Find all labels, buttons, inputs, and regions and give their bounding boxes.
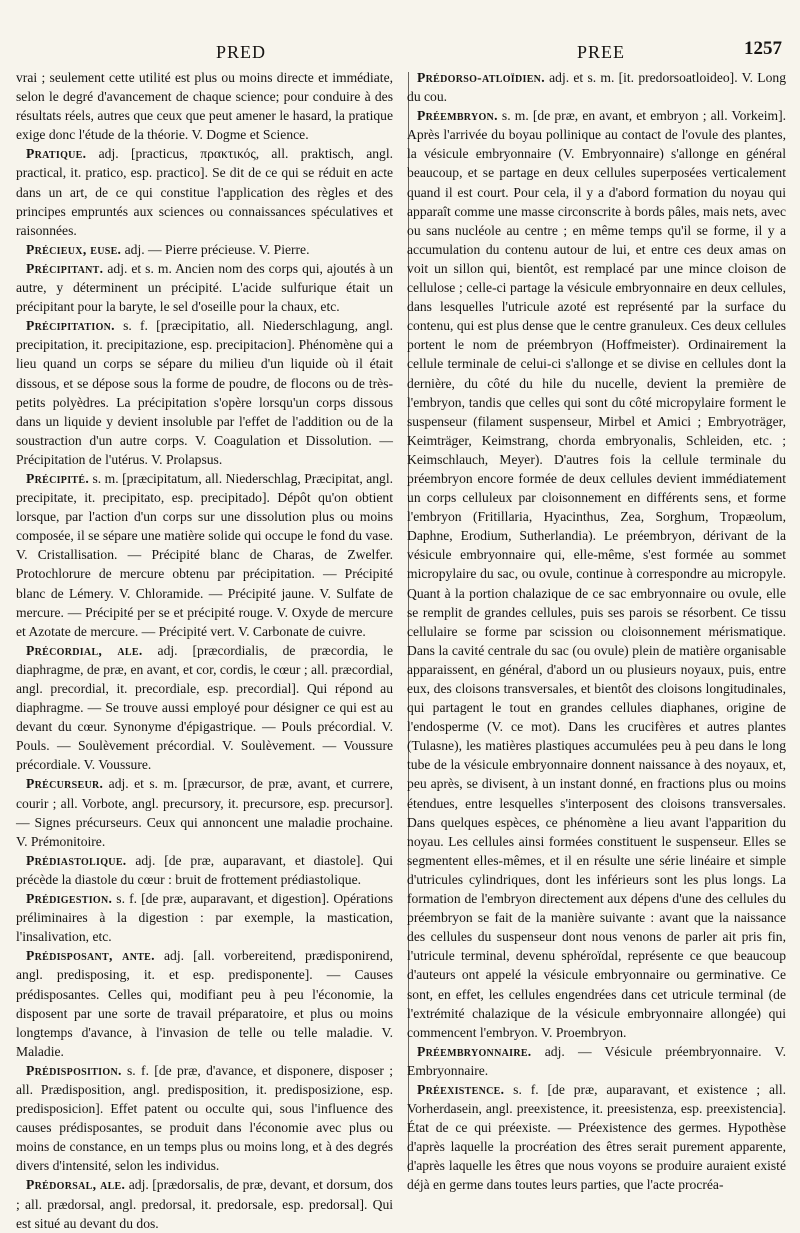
entry-text: s. f. [de præ, d'avance, et disponere, disposer ; all. Prædisposition, angl. predisposition, it. predisposizione, esp. predisposicion]. Effet patent ou occulte qui, sous l'influence des causes prédisposantes, se produit dans l'économie avec plus ou moins de constance, en un temps plus ou moins long, et à des degrés divers d'intensité, selon les individus.	[16, 1062, 394, 1174]
entry-text: s. f. [de præ, auparavant, et existence ; all. Vorherdasein, angl. preexistence, it. preesistenza, esp. preexistencia]. État de ce qui préexiste. — Préexistence des germes. Hypothèse d'après laquelle la procréation des êtres serait purement apparente, d'après laquelle les êtres que nous voyons se produire auraient existé déjà en germe dans toutes leurs parties, que l'acte procréa-	[407, 1081, 786, 1193]
dictionary-entry	[16, 259, 393, 316]
entry-text: adj. — Pierre précieuse. V. Pierre.	[121, 241, 310, 257]
entry-text: adj. [præcordialis, de præcordia, le diaphragme, de præ, en avant, et cor, cordis, le cœur ; all. præcordial, angl. precordial, it. precordiale, esp. precordial]. Qui répond au diaphragme. — Se trouve aussi employé pour désigner ce qui est au devant du cœur. Synonyme d'épigastrique. — Pouls précordial. V. Pouls. — Soulèvement précordial. V. Soulèvement. — Voussure précordiale. V. Voussure.	[16, 642, 394, 773]
entry-headword: Préembryon.	[417, 108, 498, 124]
entry-headword: Pratique.	[26, 146, 87, 162]
entry-headword: Précipitation.	[26, 318, 115, 334]
entry-headword: Précordial, ale.	[26, 642, 143, 658]
dictionary-entry	[16, 946, 393, 1061]
dictionary-entry	[16, 889, 393, 946]
entry-headword: Prédorsal, ale.	[26, 1177, 126, 1193]
dictionary-entry	[16, 144, 393, 239]
entry-text: s. f. [præcipitatio, all. Niederschlagung, angl. precipitation, it. precipitazione, esp. precipitacion]. Phénomène qui a lieu quand un corps se sépare du milieu d'un liquide où il était dissous, et se dépose sous la forme de poudre, de flocons ou de très-petits polyèdres. La précipitation s'opère lorsqu'un corps dissous dans un liquide y devient insoluble par l'effet de l'addition ou de la soustraction d'un autre corps. V. Coagulation et Dissolution. — Précipitation de l'utérus. V. Prolapsus.	[16, 318, 394, 467]
entry-headword: Prédisposition.	[26, 1062, 122, 1078]
running-head-left: PRED	[216, 42, 267, 62]
dictionary-entry	[16, 68, 393, 144]
dictionary-entry	[407, 68, 786, 106]
entry-headword: Préembryonnaire.	[417, 1043, 532, 1059]
entry-headword: Précurseur.	[26, 776, 104, 792]
right-column	[407, 68, 786, 1193]
dictionary-entry	[16, 851, 393, 889]
left-column	[16, 68, 394, 1231]
entry-text: adj. et s. m. [præcursor, de præ, avant, et currere, courir ; all. Vorbote, angl. precursory, it. precursore, esp. precursor]. — Signes précurseurs. Ceux qui annoncent une maladie prochaine. V. Prémonitoire.	[16, 776, 394, 849]
entry-text: adj. [all. vorbereitend, prædisponirend, angl. predisposing, it. et esp. predisponente]. — Causes prédisposantes. Celles qui, modifiant peu à peu l'économie, la disposent par une sorte de travail préparatoire, et plus ou moins longtemps d'avance, à l'invasion de telle ou telle maladie. V. Maladie.	[16, 948, 394, 1059]
dictionary-entry	[16, 1061, 393, 1176]
entry-text: adj. [de præ, auparavant, et diastole]. Qui précède la diastole du cœur : bruit de frottement prédiastolique.	[16, 852, 394, 887]
dictionary-entry	[16, 316, 393, 469]
entry-headword: Prédigestion.	[26, 891, 113, 907]
page-number: 1257	[744, 38, 782, 59]
running-head-right: PREE	[577, 42, 626, 62]
entry-text: adj. [prædorsalis, de præ, devant, et dorsum, dos ; all. prædorsal, angl. predorsal, it. predorsale, esp. predorsal]. Qui est situé au devant du dos.	[16, 1177, 394, 1231]
entry-text: adj. et s. m. [it. predorsoatloideo]. V. Long du cou.	[407, 70, 786, 105]
page-header	[16, 0, 786, 66]
entry-text: vrai ; seulement cette utilité est plus ou moins directe et immédiate, selon le degré d'avancement de chaque science; pour conduire à des résultats réels, autres que ceux que peut amener le hasard, la pratique exige donc l'étude de la théorie. V. Dogme et Science.	[16, 70, 394, 143]
dictionary-entry	[407, 106, 786, 1042]
columns	[16, 68, 786, 1231]
entry-text: s. m. [præcipitatum, all. Niederschlag, Præcipitat, angl. precipitate, it. precipitato, esp. precipitado]. Dépôt qu'on obtient lorsque, par l'action d'un corps sur une dissolution plus ou moins composée, il se sépare une matière solide qui occupe le fond du vase. V. Cristallisation. — Précipité blanc de Charas, de Zwelfer. Protochlorure de mercure obtenu par précipitation. — Précipité blanc de Lémery. V. Chloramide. — Précipité jaune. V. Sulfate de mercure. — Précipité per se et précipité rouge. V. Oxyde de mercure et Azotate de mercure. — Précipité vert. V. Carbonate de cuivre.	[16, 470, 394, 639]
entry-text: s. m. [de præ, en avant, et embryon ; all. Vorkeim]. Après l'arrivée du boyau pollinique au contact de l'ovule des plantes, la vésicule embryonnaire (V. Embryonnaire) s'allonge en général beaucoup, et se partage en deux cellules superposées verticalement quand il est court. Pour cela, il y a d'abord formation du noyau qui apparaît comme une masse circonscrite à bords pâles, mais nets, avec ou sans nucléole au centre ; en même temps qu'il se forme, il y a accumulation du contenu autour de lui, et entre ces deux amas on voit un sillon qui, bientôt, est remplacé par une mince cloison de cellulose ; celle-ci partage la vésicule embryonnaire en deux cellules, dans lesquelles l'utricule azoté est représenté par la surface du contenu, qui est plus dense que le centre granuleux. Ces deux cellules portent le nom de préembryon (Hoffmeister). Ordinairement la cellule terminale de celui-ci s'allonge et se divise en cellules dont la dernière, du côté du hile du nucelle, devient la première de l'embryon, tandis que celles qui sont du côté micropylaire forment le suspenseur (filament suspenseur, Mirbel et Amici ; Embryoträger, Keimträger, Keimstrang, chorda embryonalis, Schleiden, etc. ; Keimschlauch, Meyer). D'autres fois la cellule terminale du préembryon encore formée de deux cellules devient immédiatement un corps celluleux par cloisonnement en différents sens, et forme l'embryon (Fritillaria, Hyacinthus, Zea, Sorghum, Tropæolum, Daphne, Erodium, Sutherlandia). Le préembryon, dérivant de la vésicule embryonnaire qui, elle-même, s'est formée au sommet micropylaire du sac, ou ovule, continue à correspondre au micropyle. Quant à la portion chalazique de ce sac embryonnaire ou ovule, elle se remplit de grandes cellules, puis ses parois se résorbent. Ce tissu cellulaire se forme par scission ou cloisonnement mérismatique. Dans la cavité centrale du sac (ou ovule) plein de matière organisable apparaissent, en général, d'abord un ou plusieurs noyaux, puis, entre eux, des cloisons transversales, et bientôt des cloisons longitudinales, qui partagent le tout en grandes cellules diaphanes, origine de l'endosperme (V. ce mot). Dans les crucifères et autres plantes (Tulasne), les matières plastiques accumulées peu à peu dans le long tube de la vésicule embryonnaire donnent naissance à des noyaux, et, peu après, se divisent, à un instant donné, en fractions plus ou moins étendues, entre lesquelles s'interposent des cloisons transversales. Dans quelques espèces, ce phénomène a lieu avant l'apparition du noyau. Les cellules ainsi formées constituent le suspenseur. Elles se segmentent elles-mêmes, et il en résulte une série linéaire et simple d'utricules cylindriques, dont les inférieurs sont les plus longs. La formation de l'embryon directement aux dépens d'une des cellules du préembryon se fait de la manière suivante : avant que la naissance des cellules du suspenseur dont nous venons de parler ait pris fin, l'utricule terminal, devenu sphéroïdal, représente ce que beaucoup d'auteurs ont appelé la vésicule embryonnaire ou germinative. Ce sont, en effet, les cellules engendrées dans cet utricule terminal (de l'extrémité chalazique de la vésicule embryonnaire allongée) qui commencent l'embryon. V. Proembryon.	[407, 108, 786, 1040]
dictionary-entry	[407, 1042, 786, 1080]
entry-text: adj. et s. m. Ancien nom des corps qui, ajoutés à un autre, y déterminent un précipité. L'acide sulfurique était un précipitant pour la baryte, le sel d'oseille pour la chaux, etc.	[16, 260, 394, 315]
entry-headword: Précipité.	[26, 470, 90, 486]
entry-headword: Préexistence.	[417, 1081, 505, 1097]
entry-text: adj. — Vésicule préembryonnaire. V. Embryonnaire.	[407, 1043, 786, 1078]
dictionary-entry	[16, 641, 393, 775]
dictionary-entry	[16, 1175, 393, 1232]
entry-headword: Précipitant.	[26, 260, 104, 276]
dictionary-entry	[407, 1080, 786, 1195]
entry-text: s. f. [de præ, auparavant, et digestion]. Opérations préliminaires à la digestion : par exemple, la mastication, l'insalivation, etc.	[16, 891, 394, 945]
entry-text: adj. [practicus, πρακτικός, all. praktisch, angl. practical, it. pratico, esp. practico]. Se dit de ce qui se réduit en acte dans un art, de ce qui constitue l'application des règles et des principes empruntés aux sciences ou connaissances spéculatives et raisonnées.	[16, 146, 394, 238]
entry-headword: Prédisposant, ante.	[26, 948, 155, 964]
dictionary-entry	[16, 469, 393, 641]
dictionary-entry	[16, 774, 393, 850]
dictionary-entry	[16, 240, 393, 259]
entry-headword: Précieux, euse.	[26, 241, 122, 257]
entry-headword: Prédiastolique.	[26, 852, 127, 868]
entry-headword: Prédorso-atloïdien.	[417, 70, 545, 85]
